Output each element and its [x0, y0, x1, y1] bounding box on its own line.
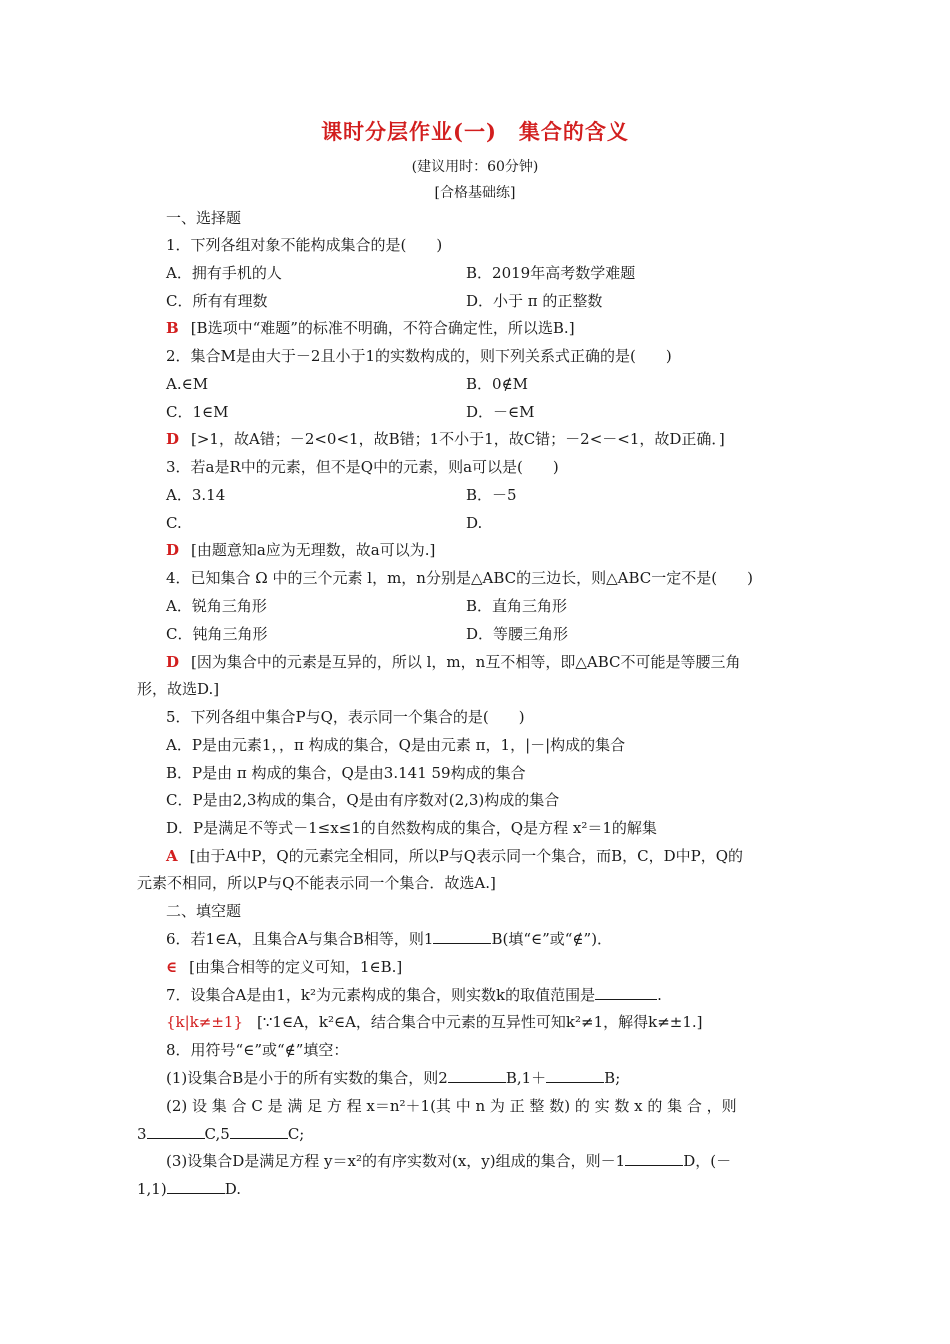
q4-answer — [166, 652, 740, 672]
q7-stem — [166, 985, 662, 1005]
time-hint: (建议用时：60分钟) — [411, 159, 539, 175]
q5-option-c: C．P是由2,3构成的集合，Q是由有序数对(2,3)构成的集合 — [166, 791, 560, 809]
q1-stem: 1．下列各组对象不能构成集合的是( ) — [166, 236, 443, 254]
q5-stem: 5．下列各组中集合P与Q，表示同一个集合的是( ) — [166, 708, 525, 726]
q4-explanation-line2: 形，故选D.] — [137, 680, 220, 698]
q4-explanation-line1: [因为集合中的元素是互异的，所以 l，m，n互不相等，即△ABC不可能是等腰三角 — [191, 653, 741, 671]
q2-key: D — [166, 430, 180, 448]
q7-key: {k|k≠±1} — [166, 1013, 243, 1031]
q8-p3-text-d: D. — [224, 1180, 241, 1198]
q8-p3-text-b: D，(－ — [683, 1152, 732, 1170]
q8-p1-blank2[interactable] — [546, 1068, 604, 1083]
q4-option-b: B．直角三角形 — [466, 597, 568, 615]
q1-answer — [166, 318, 575, 338]
q8-stem: 8．用符号“∈”或“∉”填空： — [166, 1041, 349, 1059]
q8-p2-blank2[interactable] — [230, 1124, 288, 1139]
q5-option-a: A．P是由元素1，，π 构成的集合，Q是由元素 π，1，|－|构成的集合 — [166, 736, 626, 754]
q6-stem — [166, 929, 612, 949]
q3-option-b: B．－5 — [466, 486, 517, 504]
q6-answer — [166, 957, 402, 977]
q8-p3-text-a: (3)设集合D是满足方程 y＝x²的有序实数对(x，y)组成的集合，则－1 — [166, 1152, 626, 1170]
q8-part2-line1: (2) 设 集 合 C 是 满 足 方 程 x＝n²＋1(其 中 n 为 正 整 数) 的 实 数 x 的 集 合 ，则 — [166, 1097, 737, 1115]
q6-blank[interactable] — [433, 929, 491, 944]
q3-stem: 3．若a是R中的元素，但不是Q中的元素，则a可以是( ) — [166, 458, 559, 476]
q5-explanation-line2: 元素不相同，所以P与Q不能表示同一个集合．故选A.] — [137, 874, 496, 892]
q1-option-d: D．小于 π 的正整数 — [466, 292, 603, 310]
q8-p3-text-c: 1,1) — [137, 1180, 167, 1198]
q1-key: B — [166, 319, 179, 337]
section-tag: [合格基础练] — [434, 185, 516, 201]
q3-explanation: [由题意知a应为无理数，故a可以为.] — [191, 541, 436, 559]
q7-blank[interactable] — [595, 985, 657, 1000]
q3-option-c: C. — [166, 514, 182, 532]
q3-option-d: D. — [466, 514, 483, 532]
q1-explanation: [B选项中“难题”的标准不明确，不符合确定性，所以选B.] — [190, 319, 575, 337]
q8-part3-line1 — [166, 1151, 731, 1171]
q6-explanation: [由集合相等的定义可知，1∈B.] — [189, 958, 403, 976]
q2-option-c: C．1∈M — [166, 403, 229, 421]
q4-option-d: D．等腰三角形 — [466, 625, 569, 643]
q8-p1-text-c: B; — [604, 1069, 621, 1087]
q8-p1-blank1[interactable] — [448, 1068, 506, 1083]
q6-stem-end: B(填“∈”或“∉”)． — [491, 930, 613, 948]
q8-p1-text-b: B,1＋ — [505, 1069, 547, 1087]
q1-option-c: C．所有有理数 — [166, 292, 268, 310]
q6-stem-start: 6．若1∈A，且集合A与集合B相等，则1 — [166, 930, 434, 948]
q3-key: D — [166, 541, 180, 559]
q8-p3-blank2[interactable] — [167, 1179, 225, 1194]
q5-option-b: B．P是由 π 构成的集合，Q是由3.141 59构成的集合 — [166, 764, 526, 782]
q2-option-b: B．0∉M — [466, 375, 529, 393]
q1-option-b: B．2019年高考数学难题 — [466, 264, 636, 282]
q5-answer — [166, 846, 743, 866]
q4-stem: 4．已知集合 Ω 中的三个元素 l，m，n分别是△ABC的三边长，则△ABC一定不是( ) — [166, 569, 753, 587]
q4-option-a: A．锐角三角形 — [166, 597, 267, 615]
part2-heading: 二、填空题 — [166, 902, 242, 920]
q5-explanation-line1: [由于A中P，Q的元素完全相同，所以P与Q表示同一个集合，而B，C，D中P，Q的 — [189, 847, 744, 865]
q2-option-d: D．－∈M — [466, 403, 535, 421]
q5-key: A — [166, 847, 178, 865]
q8-p1-text-a: (1)设集合B是小于的所有实数的集合，则2 — [166, 1069, 448, 1087]
q8-p2-text-c: C; — [287, 1125, 305, 1143]
page-title: 课时分层作业(一) 集合的含义 — [321, 119, 629, 144]
q8-p3-blank1[interactable] — [625, 1151, 683, 1166]
q7-stem-end: . — [657, 986, 662, 1004]
part1-heading: 一、选择题 — [166, 209, 242, 227]
q4-key: D — [166, 653, 180, 671]
q8-p2-blank1[interactable] — [147, 1124, 205, 1139]
q6-key: ∈ — [166, 958, 178, 976]
q7-stem-start: 7．设集合A是由1，k²为元素构成的集合，则实数k的取值范围是 — [166, 986, 596, 1004]
q2-answer — [166, 429, 725, 449]
q8-p2-text-a: 3 — [137, 1125, 147, 1143]
q2-stem: 2．集合M是由大于－2且小于1的实数构成的，则下列关系式正确的是( ) — [166, 347, 672, 365]
q5-option-d: D．P是满足不等式－1≤x≤1的自然数构成的集合，Q是方程 x²＝1的解集 — [166, 819, 657, 837]
q8-part1 — [166, 1068, 620, 1088]
q8-part2-line2 — [137, 1124, 304, 1144]
q1-option-a: A．拥有手机的人 — [166, 264, 282, 282]
q4-option-c: C．钝角三角形 — [166, 625, 268, 643]
q7-explanation: [∵1∈A，k²∈A，结合集合中元素的互异性可知k²≠1，解得k≠±1.] — [257, 1013, 703, 1031]
q3-answer — [166, 540, 435, 560]
q2-option-a: A.∈M — [166, 375, 209, 393]
q8-p2-text-b: C,5 — [204, 1125, 230, 1143]
q8-part3-line2 — [137, 1179, 241, 1199]
q7-answer — [166, 1012, 703, 1032]
q2-explanation: [>1，故A错；－2<0<1，故B错；1不小于1，故C错；－2<－<1，故D正确．] — [191, 430, 725, 448]
q3-option-a: A．3.14 — [166, 486, 226, 504]
